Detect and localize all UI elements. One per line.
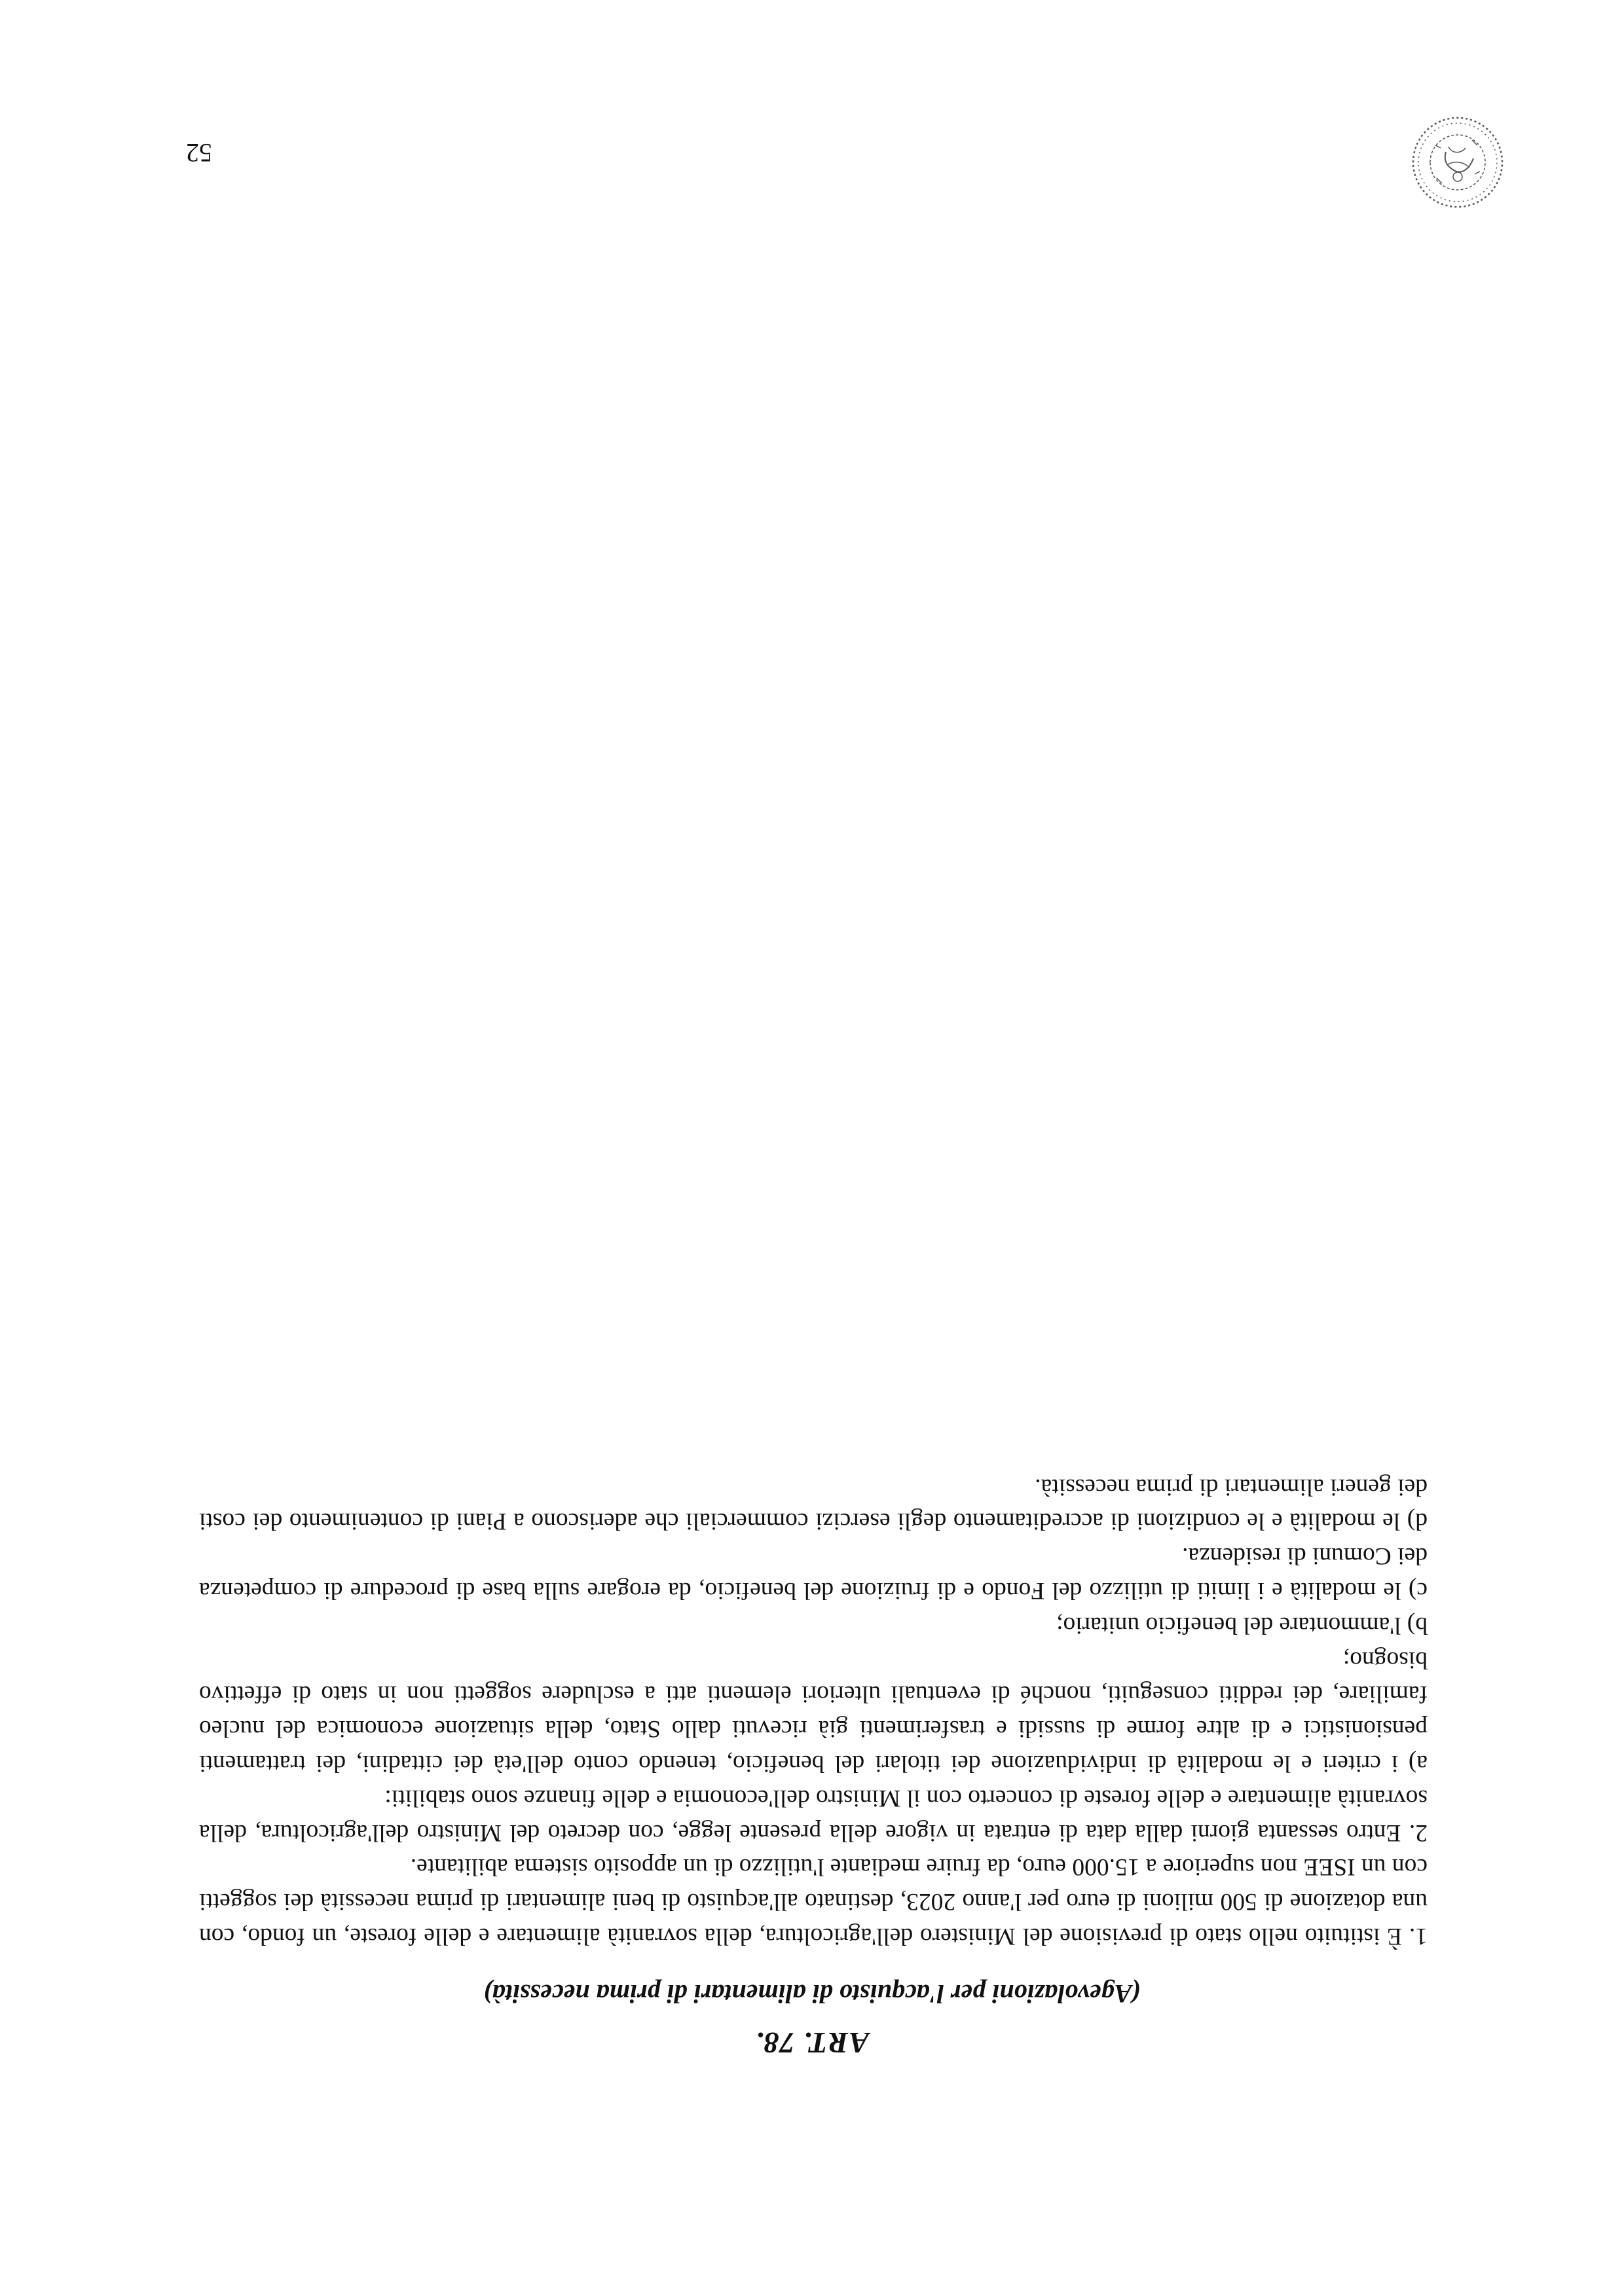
article-subtitle: (Agevolazioni per l'acquisto di alimentari di prima necessità) — [483, 1979, 1141, 2009]
page-number: 52 — [186, 138, 212, 168]
paragraph-item-d: d) le modalità e le condizioni di accreditamento degli esercizi commerciali che aderiscono a Piani di contenimento dei costi dei generi alimentari di prima necessità. — [199, 1473, 1428, 1535]
article-body — [199, 1469, 1428, 1953]
article-title: ART. 78. — [755, 2026, 869, 2060]
paragraph-item-c: c) le modalità e i limiti di utilizzo del Fondo e di fruizione del beneficio, da erogare sulla base di procedure di competenza dei Comuni di residenza. — [199, 1542, 1428, 1605]
paragraph-item-b: b) l'ammontare del beneficio unitario; — [1056, 1611, 1428, 1639]
paragraph-2: 2. Entro sessanta giorni dalla data di entrata in vigore della presente legge, con decreto del Ministro dell'agricoltura, della sovranità alimentare e delle foreste di concerto con il Ministro dell'economia e delle finanze sono stabiliti: — [199, 1784, 1428, 1846]
paragraph-item-a: a) i criteri e le modalità di individuazione dei titolari del beneficio, tenendo conto dell'età dei cittadini, dei trattamenti pensionistici e di altre forme di sussidi e trasferimenti già ricevuti dallo Stato, della situazione economica del nucleo familiare, dei redditi conseguiti, nonché di eventuali ulteriori elementi atti a escludere soggetti non in stato di effettivo bisogno; — [199, 1646, 1428, 1777]
seal-icon — [1409, 114, 1506, 211]
paragraph-1: 1. È istituito nello stato di previsione del Ministero dell'agricoltura, della sovranità alimentare e delle foreste, un fondo, con una dotazione di 500 milioni di euro per l'anno 2023, destinato all'acquisto di beni alimentari di prima necessità dei soggetti con un ISEE non superiore a 15.000 euro, da fruire mediante l'utilizzo di un apposito sistema abilitante. — [199, 1853, 1428, 1950]
